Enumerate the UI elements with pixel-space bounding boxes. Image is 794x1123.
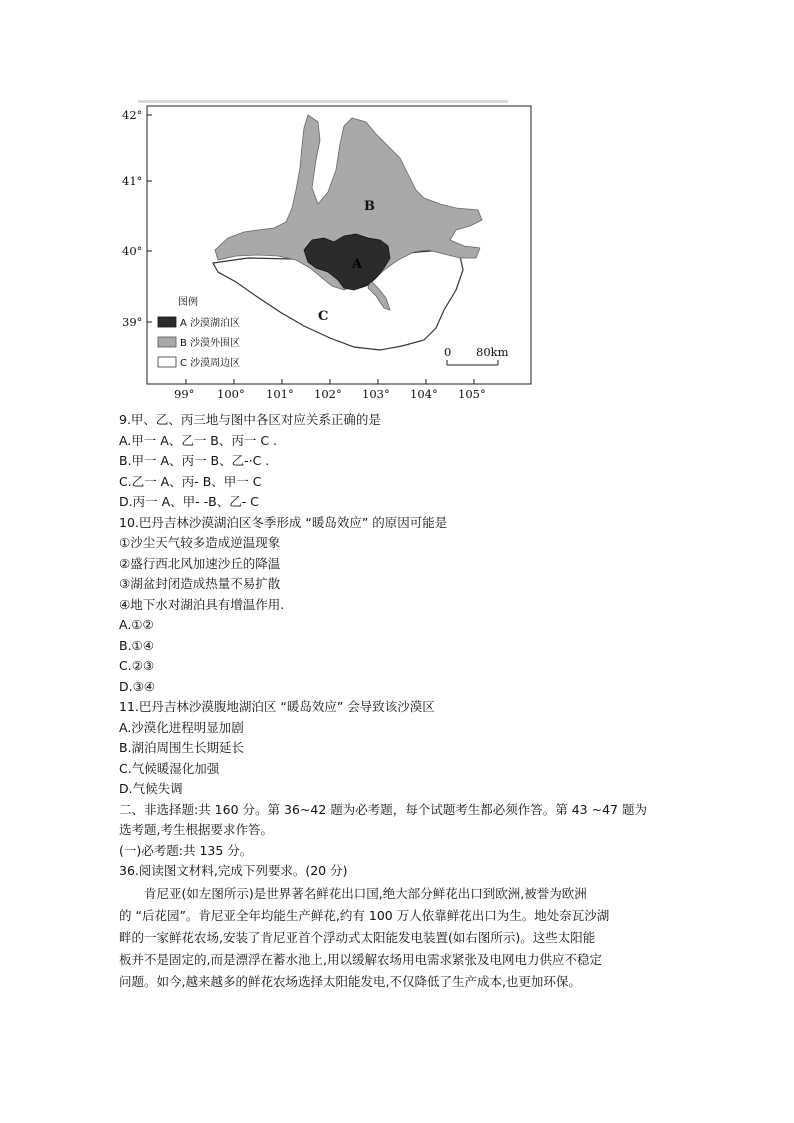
q11-option-a: A.沙漠化进程明显加剧 [119,719,244,735]
q10-option-d: D.③④ [119,678,156,694]
legend-title: 图例 [178,297,198,308]
legend-swatch-a [158,317,176,327]
q11-option-c: C.气候暖湿化加强 [119,760,220,776]
required-section-label: (一)必考题:共 135 分。 [119,842,253,858]
lon-label: 105° [458,387,486,400]
q9-option-d: D.丙一 A、甲- -B、乙- C [119,494,259,509]
lon-label: 101° [266,387,294,400]
lon-label: 104° [410,387,438,400]
section-heading-line-2: 选考题,考生根据要求作答。 [119,822,273,837]
legend-item-b: B 沙漠外围区 [180,338,241,349]
q9-stem: 9.甲、乙、丙三地与图中各区对应关系正确的是 [119,412,381,427]
legend-swatch-c [158,357,176,367]
desert-map-figure [118,100,538,400]
q11-option-d: D.气候失调 [119,781,183,796]
region-c-label: C [318,309,329,324]
q11-option-b: B.湖泊周围生长期延长 [119,740,245,755]
lon-label: 99° [174,387,195,400]
lon-label: 102° [314,387,342,400]
legend-item-c: C 沙漠周边区 [180,358,241,369]
q10-statement-4: ④地下水对湖泊具有增温作用. [119,596,285,612]
legend-item-a: A 沙漠湖泊区 [180,318,241,329]
q10-statement-3: ③湖盆封闭造成热量不易扩散 [119,576,281,591]
region-b-label: B [364,199,375,214]
q10-stem: 10.巴丹吉林沙漠湖泊区冬季形成 “暖岛效应” 的原因可能是 [119,514,448,530]
passage-line: 问题。如今,越来越多的鲜花农场选择太阳能发电,不仅降低了生产成本,也更加环保。 [119,974,581,989]
cropped-header-remnant [138,100,508,103]
lat-label: 42° [122,108,143,122]
lat-label: 39° [122,315,143,329]
q10-statement-1: ①沙尘天气较多造成逆温现象 [119,535,281,550]
passage-line: 肯尼亚(如左图所示)是世界著名鲜花出口国,绝大部分鲜花出口到欧洲,被誉为欧洲 [144,886,587,901]
region-a-label: A [352,257,363,272]
q9-option-b: B.甲一 A、丙一 B、乙-·C . [119,453,270,468]
lat-label: 40° [122,244,143,258]
question-block [119,410,719,882]
legend-swatch-b [158,337,176,347]
q9-option-a: A.甲一 A、乙一 B、丙一 C . [119,432,278,448]
q10-option-b: B.①④ [119,637,154,653]
q36-stem: 36.阅读图文材料,完成下列要求。(20 分) [119,863,348,878]
passage-line: 板并不是固定的,而是漂浮在蓄水池上,用以缓解农场用电需求紧张及电网电力供应不稳定 [119,952,602,967]
scale-distance: 80km [476,345,509,359]
passage-line: 的 “后花园”。肯尼亚全年均能生产鲜花,约有 100 万人依靠鲜花出口为生。地处奈瓦沙湖 [119,908,610,923]
section-heading-line-1: 二、非选择题:共 160 分。第 36~42 题为必考题，每个试题考生都必须作答。第 43 ~47 题为 [119,801,647,817]
desert-map [118,100,538,400]
lon-label: 100° [217,387,245,400]
passage-line: 畔的一家鲜花农场,安装了肯尼亚首个浮动式太阳能发电装置(如右图所示)。这些太阳能 [119,930,596,945]
scale-zero: 0 [444,345,452,359]
passage [119,883,679,993]
q10-option-c: C.②③ [119,658,155,673]
q10-option-a: A.①② [119,617,154,632]
lon-label: 103° [362,387,390,400]
q10-statement-2: ②盛行西北风加速沙丘的降温 [119,555,281,571]
q9-option-c: C.乙一 A、丙- B、甲一 C [119,473,262,489]
lat-label: 41° [122,174,143,188]
q11-stem: 11.巴丹吉林沙漠腹地湖泊区 “暖岛效应” 会导致该沙漠区 [119,699,435,714]
